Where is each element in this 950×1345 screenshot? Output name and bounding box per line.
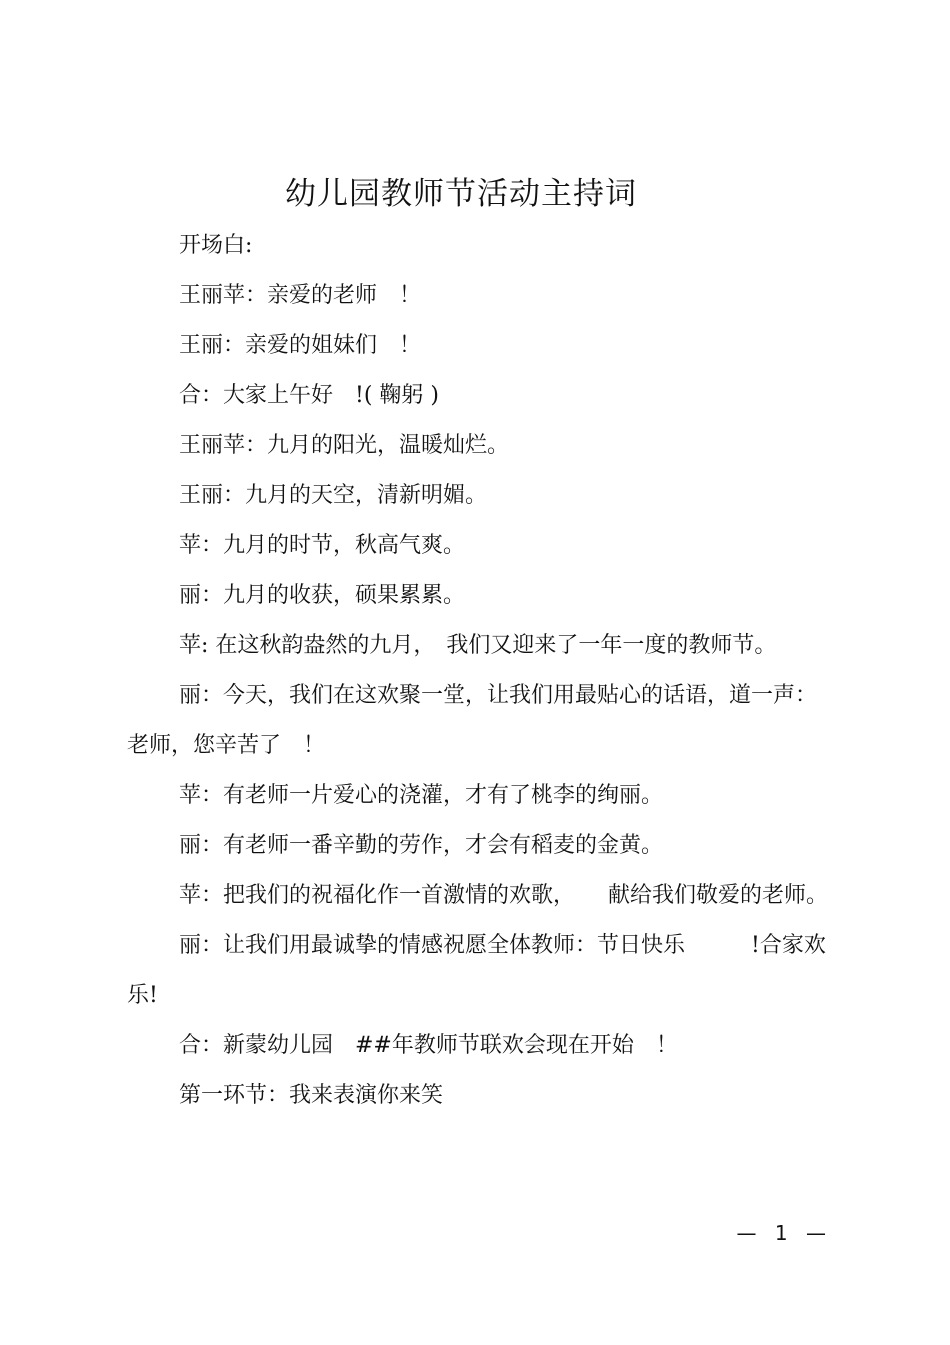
- paragraph-line: 合：大家上午好 !( 鞠躬 ): [179, 383, 439, 408]
- paragraph-line: 苹: 在这秋韵盎然的九月， 我们又迎来了一年一度的教师节。: [179, 633, 777, 658]
- section-heading: 第一环节：我来表演你来笑: [179, 1083, 444, 1108]
- paragraph-line: 苹：把我们的祝福化作一首激情的欢歌， 献给我们敬爱的老师。: [179, 883, 829, 908]
- paragraph-line: 丽：九月的收获，硕果累累。: [179, 583, 466, 608]
- paragraph-line: 合：新蒙幼儿园 ##年教师节联欢会现在开始 ！: [179, 1033, 678, 1058]
- paragraph-line: 丽：让我们用最诚挚的情感祝愿全体教师：节日快乐 !合家欢乐!: [127, 933, 826, 1008]
- paragraph-line: 王丽：九月的天空，清新明媚。: [179, 483, 488, 508]
- paragraph-opening: 开场白:: [179, 233, 253, 258]
- paragraph-line: 苹：九月的时节，秋高气爽。: [179, 533, 466, 558]
- paragraph-line: 丽：今天，我们在这欢聚一堂，让我们用最贴心的话语，道一声：老师，您辛苦了 ！: [127, 683, 818, 758]
- page-number: — 1 —: [736, 1221, 832, 1245]
- paragraph-line: 王丽苹：亲爱的老师 ！: [179, 283, 422, 308]
- paragraph-line: 王丽：亲爱的姐妹们 ！: [179, 333, 422, 358]
- paragraph-line: 丽：有老师一番辛勤的劳作，才会有稻麦的金黄。: [179, 833, 664, 858]
- document-body: [127, 221, 832, 1121]
- paragraph-line: 王丽苹：九月的阳光，温暖灿烂。: [179, 433, 510, 458]
- document-title: 幼儿园教师节活动主持词: [285, 176, 637, 212]
- paragraph-line: 苹：有老师一片爱心的浇灌，才有了桃李的绚丽。: [179, 783, 664, 808]
